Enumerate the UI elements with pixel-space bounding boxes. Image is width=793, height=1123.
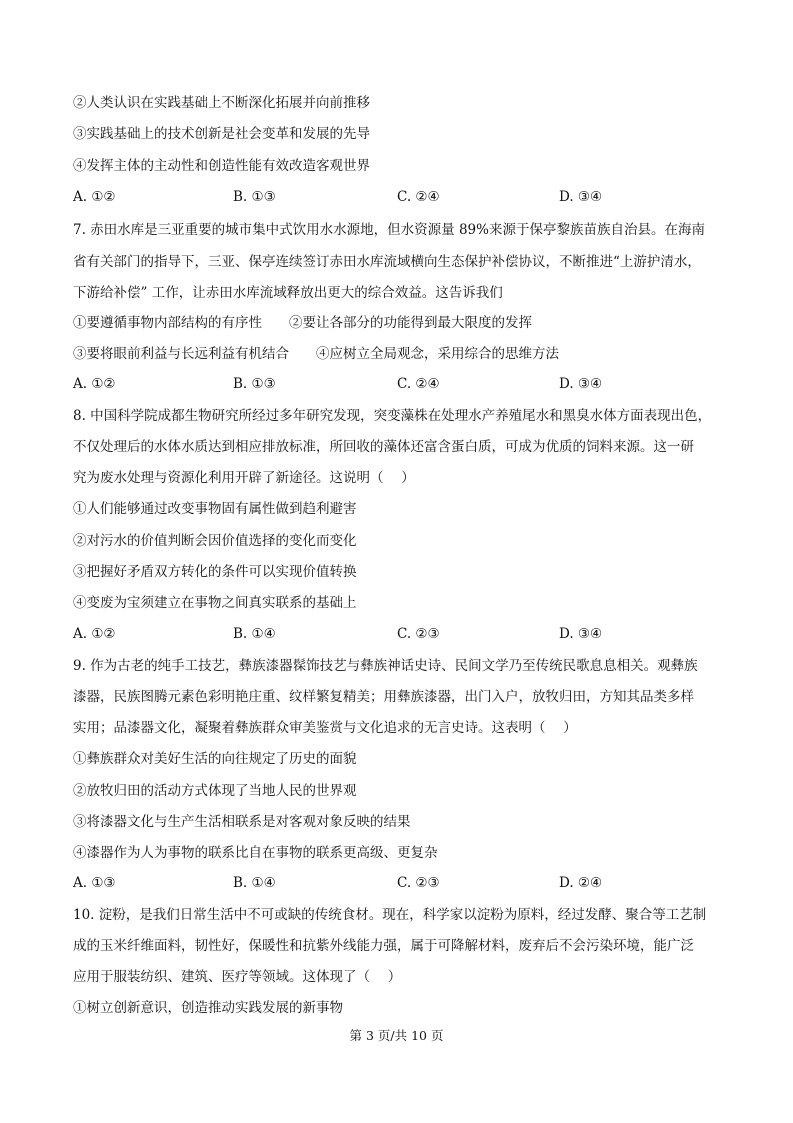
question-7-text-line-3: 下游给补偿” 工作，让赤田水库流域释放出更大的综合效益。这告诉我们 <box>73 285 503 301</box>
choice-b: B. ①③ <box>233 376 276 392</box>
choice-d: D. ②④ <box>559 875 603 891</box>
answer-choices-q8 <box>73 626 693 644</box>
answer-choices-q7 <box>73 376 693 394</box>
question-7-text-line-1: 7. 赤田水库是三亚重要的城市集中式饮用水水源地，但水资源量 89%来源于保亭黎族苗族自治县。在海南 <box>73 222 705 238</box>
question-8-text-line-2: 不仅处理后的水体水质达到相应排放标准，所回收的藻体还富含蛋白质，可成为优质的饲料来源。这一研 <box>73 439 694 455</box>
question-7-text-line-2: 省有关部门的指导下，三亚、保亭连续签订赤田水库流域横向生态保护补偿协议，不断推进“上游护清水， <box>73 254 701 270</box>
choice-b: B. ①④ <box>233 875 276 891</box>
page-number-footer: 第 3 页/共 10 页 <box>349 1028 444 1043</box>
question-10-text-line-1: 10. 淀粉，是我们日常生活中不可或缺的传统食材。现在，科学家以淀粉为原料，经过发酵、聚合等工艺制 <box>73 907 707 923</box>
answer-choices-q9 <box>73 875 693 893</box>
answer-choices-q6 <box>73 189 693 207</box>
choice-d: D. ③④ <box>559 189 603 205</box>
question-9-statement-1: ①彝族群众对美好生活的向往规定了历史的面貌 <box>73 751 357 767</box>
question-8-statement-4: ④变废为宝须建立在事物之间真实联系的基础上 <box>73 595 357 611</box>
question-8-text-line-3: 究为废水处理与资源化利用开辟了新途径。这说明（ ） <box>73 470 415 486</box>
choice-c: C. ②④ <box>397 189 440 205</box>
choice-c: C. ②③ <box>397 875 440 891</box>
question-10-text-line-2: 成的玉米纤维面料，韧性好，保暖性和抗紫外线能力强，属于可降解材料，废弃后不会污染环境，能广泛 <box>73 938 694 954</box>
choice-a: A. ①② <box>73 376 116 392</box>
option-statement-2: ②人类认识在实践基础上不断深化拓展并向前推移 <box>73 95 370 111</box>
choice-d: D. ③④ <box>559 376 603 392</box>
question-8-statement-2: ②对污水的价值判断会因价值选择的变化而变化 <box>73 533 357 549</box>
question-10-text-line-3: 应用于服装纺织、建筑、医疗等领域。这体现了（ ） <box>73 969 402 985</box>
choice-b: B. ①④ <box>233 626 276 642</box>
question-9-text-line-1: 9. 作为古老的纯手工技艺，彝族漆器髹饰技艺与彝族神话史诗、民间文学乃至传统民歌息息相关。观彝族 <box>73 658 698 674</box>
question-8-text-line-1: 8. 中国科学院成都生物研究所经过多年研究发现，突变藻株在处理水产养殖尾水和黑臭水体方面表现出色， <box>73 408 712 424</box>
choice-d: D. ③④ <box>559 626 603 642</box>
question-9-statement-3: ③将漆器文化与生产生活相联系是对客观对象反映的结果 <box>73 814 411 830</box>
choice-b: B. ①③ <box>233 189 276 205</box>
question-10-statement-1: ①树立创新意识，创造推动实践发展的新事物 <box>73 1000 343 1016</box>
choice-a: A. ①③ <box>73 875 116 891</box>
choice-c: C. ②③ <box>397 626 440 642</box>
question-8-statement-3: ③把握好矛盾双方转化的条件可以实现价值转换 <box>73 564 357 580</box>
choice-a: A. ①② <box>73 626 116 642</box>
choice-c: C. ②④ <box>397 376 440 392</box>
option-statement-3: ③实践基础上的技术创新是社会变革和发展的先导 <box>73 126 370 142</box>
question-9-statement-4: ④漆器作为人为事物的联系比自在事物的联系更高级、更复杂 <box>73 845 438 861</box>
question-8-statement-1: ①人们能够通过改变事物固有属性做到趋利避害 <box>73 501 357 517</box>
question-9-statement-2: ②放牧归田的活动方式体现了当地人民的世界观 <box>73 783 357 799</box>
choice-a: A. ①② <box>73 189 116 205</box>
question-7-statements-2: ③要将眼前利益与长远利益有机结合 ④应树立全局观念，采用综合的思维方法 <box>73 346 559 362</box>
question-9-text-line-3: 实用；品漆器文化，凝聚着彝族群众审美鉴赏与文化追求的无言史诗。这表明（ ） <box>73 720 577 736</box>
question-7-statements-1: ①要遵循事物内部结构的有序性 ②要让各部分的功能得到最大限度的发挥 <box>73 315 532 331</box>
option-statement-4: ④发挥主体的主动性和创造性能有效改造客观世界 <box>73 158 370 174</box>
question-9-text-line-2: 漆器，民族图腾元素色彩明艳庄重、纹样繁复精美；用彝族漆器，出门入户，放牧归田，方知其品类多样 <box>73 689 694 705</box>
